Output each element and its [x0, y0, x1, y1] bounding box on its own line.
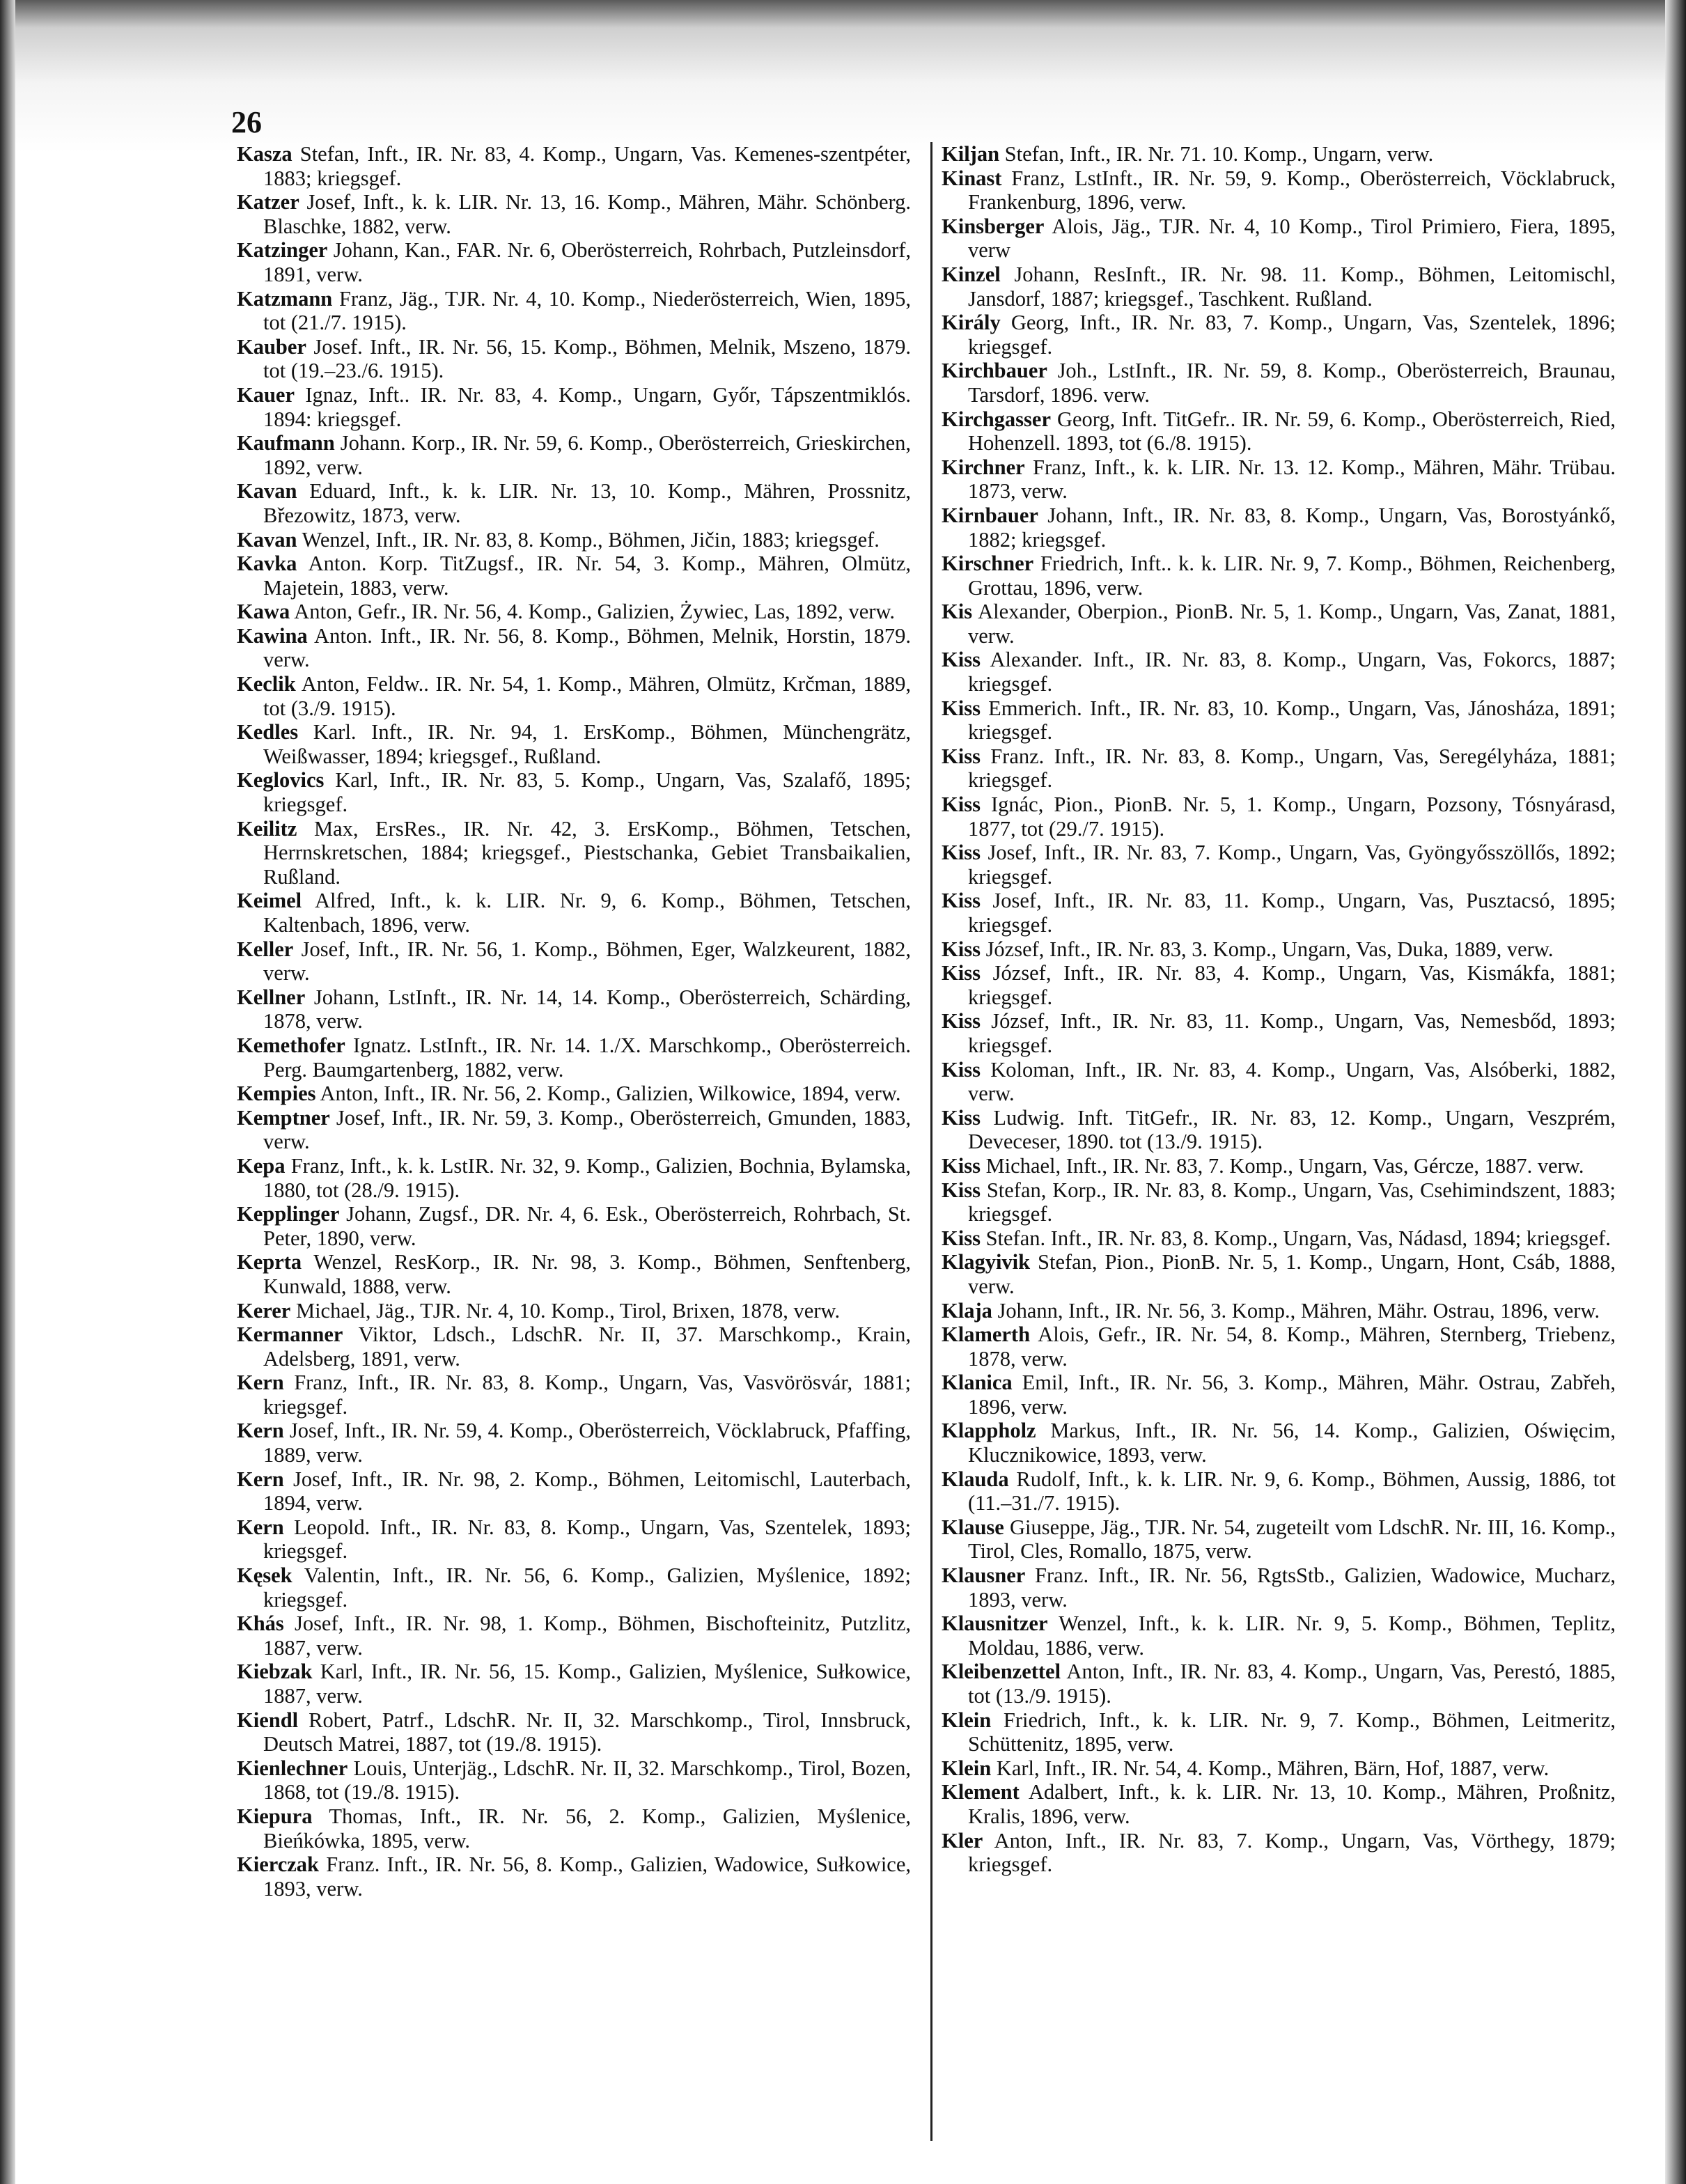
entry-surname: Kavan — [237, 479, 297, 504]
register-entry — [237, 1660, 911, 1708]
entry-details: Stefan, Inft., IR. Nr. 83, 4. Komp., Ungarn, Vas. Kemenes-szentpéter, 1883; kriegsgef. — [263, 142, 911, 190]
entry-details: Johann, Inft., IR. Nr. 83, 8. Komp., Ungarn, Vas, Borostyánkő, 1882; kriegsgef. — [968, 503, 1616, 552]
entry-details: Friedrich, Inft., k. k. LIR. Nr. 9, 7. Komp., Böhmen, Leitmeritz, Schüttenitz, 1895, verw. — [968, 1708, 1616, 1756]
entry-surname: Kiss — [942, 937, 981, 961]
register-entry — [237, 1515, 911, 1563]
entry-details: Karl, Inft., IR. Nr. 56, 15. Komp., Galizien, Myślenice, Sułkowice, 1887, verw. — [263, 1660, 911, 1708]
register-entry — [942, 142, 1616, 166]
register-entry — [237, 1034, 911, 1082]
entry-surname: Klamerth — [942, 1323, 1031, 1347]
entry-surname: Keglovics — [237, 768, 325, 793]
register-entry — [237, 985, 911, 1034]
entry-surname: Kiss — [942, 1009, 981, 1034]
entry-surname: Kiss — [942, 1153, 981, 1178]
entry-details: Stefan. Inft., IR. Nr. 83, 8. Komp., Ungarn, Vas, Nádasd, 1894; kriegsgef. — [980, 1226, 1611, 1250]
register-entry — [942, 1780, 1616, 1828]
entry-details: Adalbert, Inft., k. k. LIR. Nr. 13, 10. Komp., Mähren, Proßnitz, Kralis, 1896, verw. — [968, 1780, 1616, 1828]
entry-details: Max, ErsRes., IR. Nr. 42, 3. ErsKomp., Böhmen, Tetschen, Herrnskretschen, 1884; kriegsgef., Piestschanka, Gebiet Transbaikalien, Rußland. — [263, 816, 911, 889]
scan-edge-right — [1665, 0, 1686, 2184]
entry-surname: Kiss — [942, 889, 981, 913]
right-column — [942, 142, 1616, 1877]
entry-surname: Kawa — [237, 600, 290, 624]
register-entry — [942, 1058, 1616, 1106]
register-entry — [942, 166, 1616, 214]
register-entry — [942, 889, 1616, 937]
register-entry — [942, 1708, 1616, 1756]
register-entry — [942, 1178, 1616, 1226]
entry-details: Wenzel, Inft., IR. Nr. 83, 8. Komp., Böhmen, Jičin, 1883; kriegsgef. — [297, 527, 880, 552]
entry-surname: Kirnbauer — [942, 503, 1038, 527]
entry-surname: Kis — [942, 600, 973, 624]
register-entry — [237, 142, 911, 190]
register-entry — [942, 552, 1616, 600]
entry-surname: Kauber — [237, 334, 306, 359]
entry-details: Alfred, Inft., k. k. LIR. Nr. 9, 6. Komp., Böhmen, Tetschen, Kaltenbach, 1896, verw. — [263, 889, 911, 937]
register-entry — [237, 1563, 911, 1612]
entry-surname: Klement — [942, 1780, 1020, 1804]
register-entry — [237, 600, 911, 624]
entry-surname: Kirchgasser — [942, 407, 1051, 431]
entry-details: József, Inft., IR. Nr. 83, 4. Komp., Ungarn, Vas, Kismákfa, 1881; kriegsgef. — [968, 961, 1616, 1009]
entry-details: Koloman, Inft., IR. Nr. 83, 4. Komp., Ungarn, Vas, Alsóberki, 1882, verw. — [968, 1057, 1616, 1106]
entry-surname: Keclik — [237, 672, 296, 696]
entry-surname: Kavan — [237, 527, 297, 552]
entry-details: Franz. Inft., IR. Nr. 56, 8. Komp., Galizien, Wadowice, Sułkowice, 1893, verw. — [263, 1852, 911, 1901]
entry-surname: Kauer — [237, 382, 295, 407]
entry-details: Anton, Feldw.. IR. Nr. 54, 1. Komp., Mähren, Olmütz, Krčman, 1889, tot (3./9. 1915). — [263, 672, 911, 720]
register-entry — [942, 1829, 1616, 1877]
entry-details: Emmerich. Inft., IR. Nr. 83, 10. Komp., Ungarn, Vas, Jánosháza, 1891; kriegsgef. — [968, 696, 1616, 744]
register-entry — [237, 1082, 911, 1106]
entry-details: Josef, Inft., IR. Nr. 98, 2. Komp., Böhmen, Leitomischl, Lauterbach, 1894, verw. — [263, 1467, 911, 1515]
register-entry — [942, 696, 1616, 744]
entry-details: Louis, Unterjäg., LdschR. Nr. II, 32. Marschkomp., Tirol, Bozen, 1868, tot (19./8. 1915). — [263, 1756, 911, 1804]
register-entry — [237, 1371, 911, 1419]
register-entry — [942, 1419, 1616, 1467]
entry-surname: Kiepura — [237, 1804, 313, 1828]
register-entry — [237, 1299, 911, 1323]
register-entry — [237, 1708, 911, 1756]
register-entry — [237, 552, 911, 600]
entry-surname: Kavka — [237, 552, 297, 576]
entry-details: Johann. Korp., IR. Nr. 59, 6. Komp., Oberösterreich, Grieskirchen, 1892, verw. — [263, 431, 911, 479]
register-entry — [942, 1756, 1616, 1781]
register-entry — [237, 720, 911, 768]
entry-surname: Király — [942, 311, 1001, 335]
entry-surname: Kedles — [237, 720, 299, 744]
register-entry — [237, 1202, 911, 1250]
entry-surname: Kienlechner — [237, 1756, 348, 1780]
entry-surname: Kinzel — [942, 262, 1001, 286]
entry-details: Ignaz, Inft.. IR. Nr. 83, 4. Komp., Ungarn, Győr, Tápszentmiklós. 1894: kriegsgef. — [263, 382, 911, 431]
entry-surname: Katzmann — [237, 286, 333, 311]
register-entry — [942, 961, 1616, 1009]
entry-details: Anton. Korp. TitZugsf., IR. Nr. 54, 3. Komp., Mähren, Olmütz, Majetein, 1883, verw. — [263, 552, 911, 600]
entry-details: József, Inft., IR. Nr. 83, 11. Komp., Ungarn, Vas, Nemesbőd, 1893; kriegsgef. — [968, 1009, 1616, 1057]
entry-details: József, Inft., IR. Nr. 83, 3. Komp., Ungarn, Vas, Duka, 1889, verw. — [980, 937, 1554, 961]
entry-surname: Kirschner — [942, 552, 1034, 576]
entry-details: Alois, Jäg., TJR. Nr. 4, 10 Komp., Tirol Primiero, Fiera, 1895, verw — [968, 214, 1616, 263]
entry-surname: Kellner — [237, 985, 306, 1009]
register-entry — [237, 1804, 911, 1852]
entry-details: Friedrich, Inft.. k. k. LIR. Nr. 9, 7. Komp., Böhmen, Reichenberg, Grottau, 1896, verw. — [968, 552, 1616, 600]
entry-surname: Kiljan — [942, 142, 1000, 166]
entry-details: Alexander, Oberpion., PionB. Nr. 5, 1. Komp., Ungarn, Vas, Zanat, 1881, verw. — [968, 600, 1616, 648]
entry-details: Franz, Inft., k. k. LIR. Nr. 13. 12. Komp., Mähren, Mähr. Trübau. 1873, verw. — [968, 455, 1616, 504]
register-entry — [237, 624, 911, 672]
register-entry — [237, 190, 911, 238]
entry-details: Valentin, Inft., IR. Nr. 56, 6. Komp., Galizien, Myślenice, 1892; kriegsgef. — [263, 1563, 911, 1612]
entry-details: Markus, Inft., IR. Nr. 56, 14. Komp., Galizien, Oświęcim, Klucznikowice, 1893, verw. — [968, 1419, 1616, 1467]
entry-details: Georg, Inft. TitGefr.. IR. Nr. 59, 6. Komp., Oberösterreich, Ried, Hohenzell. 1893, tot (6./8. 1915). — [968, 407, 1616, 455]
register-entry — [237, 1154, 911, 1202]
register-entry — [942, 600, 1616, 648]
entry-details: Josef, Inft., k. k. LIR. Nr. 13, 16. Komp., Mähren, Mähr. Schönberg. Blaschke, 1882, verw. — [263, 190, 911, 238]
entry-details: Franz, Jäg., TJR. Nr. 4, 10. Komp., Niederösterreich, Wien, 1895, tot (21./7. 1915). — [263, 286, 911, 335]
entry-details: Johann, Kan., FAR. Nr. 6, Oberösterreich, Rohrbach, Putzleinsdorf, 1891, verw. — [263, 238, 911, 286]
entry-details: Anton, Inft., IR. Nr. 56, 2. Komp., Galizien, Wilkowice, 1894, verw. — [315, 1082, 901, 1106]
register-entry — [942, 1371, 1616, 1419]
entry-surname: Kinsberger — [942, 214, 1045, 238]
entry-details: Josef, Inft., IR. Nr. 98, 1. Komp., Böhmen, Bischofteinitz, Putzlitz, 1887, verw. — [263, 1612, 911, 1660]
register-entry — [237, 1756, 911, 1804]
register-entry — [237, 672, 911, 720]
entry-details: Thomas, Inft., IR. Nr. 56, 2. Komp., Galizien, Myślenice, Bieńkówka, 1895, verw. — [263, 1804, 911, 1852]
register-entry — [237, 1467, 911, 1515]
entry-details: Georg, Inft., IR. Nr. 83, 7. Komp., Ungarn, Vas, Szentelek, 1896; kriegsgef. — [968, 311, 1616, 359]
register-entry — [942, 1660, 1616, 1708]
register-entry — [237, 383, 911, 431]
entry-surname: Klagyivik — [942, 1250, 1031, 1274]
entry-details: Eduard, Inft., k. k. LIR. Nr. 13, 10. Komp., Mähren, Prossnitz, Březowitz, 1873, verw. — [263, 479, 911, 527]
entry-surname: Klein — [942, 1756, 992, 1780]
entry-details: Anton, Gefr., IR. Nr. 56, 4. Komp., Galizien, Żywiec, Las, 1892, verw. — [290, 600, 896, 624]
entry-surname: Kiss — [942, 1226, 981, 1250]
entry-surname: Kern — [237, 1467, 284, 1491]
entry-details: Karl, Inft., IR. Nr. 54, 4. Komp., Mähren, Bärn, Hof, 1887, verw. — [991, 1756, 1550, 1780]
entry-surname: Kern — [237, 1515, 284, 1539]
register-entry — [942, 504, 1616, 552]
entry-details: Viktor, Ldsch., LdschR. Nr. II, 37. Marschkomp., Krain, Adelsberg, 1891, verw. — [263, 1323, 911, 1371]
entry-details: Wenzel, ResKorp., IR. Nr. 98, 3. Komp., Böhmen, Senftenberg, Kunwald, 1888, verw. — [263, 1250, 911, 1298]
register-entry — [942, 263, 1616, 311]
entry-details: Stefan, Pion., PionB. Nr. 5, 1. Komp., Ungarn, Hont, Csáb, 1888, verw. — [968, 1250, 1616, 1298]
entry-details: Michael, Inft., IR. Nr. 83, 7. Komp., Ungarn, Vas, Gércze, 1887. verw. — [980, 1153, 1584, 1178]
entry-details: Franz. Inft., IR. Nr. 56, RgtsStb., Galizien, Wadowice, Mucharz, 1893, verw. — [968, 1563, 1616, 1612]
entry-surname: Katzer — [237, 190, 299, 214]
entry-details: Ignác, Pion., PionB. Nr. 5, 1. Komp., Ungarn, Pozsony, Tósnyárasd, 1877, tot (29./7. 1915). — [968, 793, 1616, 841]
entry-surname: Klauda — [942, 1467, 1009, 1491]
entry-surname: Keller — [237, 937, 294, 961]
entry-surname: Kiss — [942, 648, 981, 672]
register-entry — [942, 793, 1616, 841]
register-entry — [237, 431, 911, 479]
register-entry — [237, 1612, 911, 1660]
register-entry — [942, 1009, 1616, 1057]
register-entry — [237, 937, 911, 985]
entry-surname: Keimel — [237, 889, 302, 913]
register-entry — [942, 1467, 1616, 1515]
entry-surname: Kiebzak — [237, 1660, 313, 1684]
entry-details: Wenzel, Inft., k. k. LIR. Nr. 9, 5. Komp., Böhmen, Teplitz, Moldau, 1886, verw. — [968, 1612, 1616, 1660]
entry-surname: Kler — [942, 1828, 983, 1852]
entry-surname: Kiss — [942, 841, 981, 865]
entry-details: Josef. Inft., IR. Nr. 56, 15. Komp., Böhmen, Melnik, Mszeno, 1879. tot (19.–23./6. 1915). — [263, 334, 911, 383]
entry-surname: Kaufmann — [237, 431, 335, 455]
register-entry — [237, 1852, 911, 1901]
entry-surname: Kepa — [237, 1153, 286, 1178]
entry-details: Stefan, Korp., IR. Nr. 83, 8. Komp., Ungarn, Vas, Csehimindszent, 1883; kriegsgef. — [968, 1178, 1616, 1226]
register-entry — [942, 1106, 1616, 1154]
register-entry — [942, 214, 1616, 263]
register-entry — [237, 1419, 911, 1467]
entry-surname: Klaja — [942, 1298, 992, 1323]
entry-details: Karl, Inft., IR. Nr. 83, 5. Komp., Ungarn, Vas, Szalafő, 1895; kriegsgef. — [263, 768, 911, 817]
register-entry — [942, 407, 1616, 455]
register-entry — [942, 1612, 1616, 1660]
entry-surname: Kiss — [942, 744, 981, 768]
entry-surname: Kasza — [237, 142, 292, 166]
entry-details: Rudolf, Inft., k. k. LIR. Nr. 9, 6. Komp., Böhmen, Aussig, 1886, tot (11.–31./7. 1915). — [968, 1467, 1616, 1515]
entry-surname: Kempies — [237, 1082, 316, 1106]
entry-surname: Kinast — [942, 166, 1002, 190]
register-entry — [942, 1299, 1616, 1323]
entry-surname: Kiss — [942, 696, 981, 720]
entry-surname: Kemethofer — [237, 1033, 345, 1057]
register-entry — [237, 287, 911, 335]
entry-details: Alois, Gefr., IR. Nr. 54, 8. Komp., Mähren, Sternberg, Triebenz, 1878, verw. — [968, 1323, 1616, 1371]
entry-surname: Kern — [237, 1419, 284, 1443]
entry-surname: Klanica — [942, 1371, 1013, 1395]
entry-details: Johann, LstInft., IR. Nr. 14, 14. Komp., Oberösterreich, Schärding, 1878, verw. — [263, 985, 911, 1034]
entry-surname: Klausnitzer — [942, 1612, 1048, 1636]
register-entry — [942, 841, 1616, 889]
register-entry — [942, 1563, 1616, 1612]
register-entry — [237, 335, 911, 383]
register-entry — [237, 1250, 911, 1298]
entry-details: Robert, Patrf., LdschR. Nr. II, 32. Marschkomp., Tirol, Innsbruck, Deutsch Matrei, 1887, tot (19./8. 1915). — [263, 1708, 911, 1756]
column-divider — [930, 142, 932, 2141]
register-entry — [942, 455, 1616, 504]
register-entry — [942, 744, 1616, 793]
register-entry — [942, 1515, 1616, 1563]
register-entry — [237, 479, 911, 527]
entry-details: Anton. Inft., IR. Nr. 56, 8. Komp., Böhmen, Melnik, Horstin, 1879. verw. — [263, 623, 911, 672]
entry-surname: Klein — [942, 1708, 992, 1732]
entry-details: Ignatz. LstInft., IR. Nr. 14. 1./X. Marschkomp., Oberösterreich. Perg. Baumgartenberg, 1882, verw. — [263, 1033, 911, 1082]
entry-surname: Keilitz — [237, 816, 297, 841]
entry-surname: Kiss — [942, 1057, 981, 1082]
entry-surname: Kierczak — [237, 1852, 320, 1877]
entry-surname: Kiss — [942, 793, 981, 817]
entry-details: Josef, Inft., IR. Nr. 83, 7. Komp., Ungarn, Vas, Gyöngyősszöllős, 1892; kriegsgef. — [968, 841, 1616, 889]
register-entry — [942, 359, 1616, 407]
entry-surname: Katzinger — [237, 238, 328, 263]
entry-surname: Klausner — [942, 1563, 1026, 1588]
entry-surname: Keprta — [237, 1250, 302, 1274]
entry-details: Leopold. Inft., IR. Nr. 83, 8. Komp., Ungarn, Vas, Szentelek, 1893; kriegsgef. — [263, 1515, 911, 1563]
entry-surname: Klappholz — [942, 1419, 1036, 1443]
entry-surname: Kern — [237, 1371, 284, 1395]
entry-surname: Kirchbauer — [942, 359, 1047, 383]
entry-surname: Kemptner — [237, 1105, 330, 1130]
register-entry — [237, 768, 911, 816]
entry-details: Josef, Inft., IR. Nr. 56, 1. Komp., Böhmen, Eger, Walzkeurent, 1882, verw. — [263, 937, 911, 985]
entry-details: Giuseppe, Jäg., TJR. Nr. 54, zugeteilt vom LdschR. Nr. III, 16. Komp., Tirol, Cles, Romallo, 1875, verw. — [968, 1515, 1616, 1563]
entry-surname: Khás — [237, 1612, 284, 1636]
entry-surname: Kęsek — [237, 1563, 292, 1588]
entry-surname: Kermanner — [237, 1323, 343, 1347]
entry-details: Josef, Inft., IR. Nr. 59, 3. Komp., Oberösterreich, Gmunden, 1883, verw. — [263, 1105, 911, 1154]
entry-details: Anton, Inft., IR. Nr. 83, 4. Komp., Ungarn, Vas, Perestó, 1885, tot (13./9. 1915). — [968, 1660, 1616, 1708]
entry-details: Stefan, Inft., IR. Nr. 71. 10. Komp., Ungarn, verw. — [999, 142, 1434, 166]
entry-details: Franz, LstInft., IR. Nr. 59, 9. Komp., Oberösterreich, Vöcklabruck, Frankenburg, 1896, verw. — [968, 166, 1616, 214]
entry-details: Emil, Inft., IR. Nr. 56, 3. Komp., Mähren, Mähr. Ostrau, Zabřeh, 1896, verw. — [968, 1371, 1616, 1419]
entry-surname: Kirchner — [942, 455, 1025, 479]
entry-details: Franz. Inft., IR. Nr. 83, 8. Komp., Ungarn, Vas, Seregélyháza, 1881; kriegsgef. — [968, 744, 1616, 793]
register-entry — [942, 1226, 1616, 1251]
entry-details: Johann, ResInft., IR. Nr. 98. 11. Komp., Böhmen, Leitomischl, Jansdorf, 1887; kriegsgef., Taschkent. Rußland. — [968, 262, 1616, 311]
entry-details: Franz, Inft., IR. Nr. 83, 8. Komp., Ungarn, Vas, Vasvörösvár, 1881; kriegsgef. — [263, 1371, 911, 1419]
entry-surname: Kiss — [942, 1178, 981, 1202]
register-entry — [237, 1106, 911, 1154]
entry-details: Michael, Jäg., TJR. Nr. 4, 10. Komp., Tirol, Brixen, 1878, verw. — [290, 1298, 841, 1323]
entry-details: Josef, Inft., IR. Nr. 83, 11. Komp., Ungarn, Vas, Pusztacsó, 1895; kriegsgef. — [968, 889, 1616, 937]
entry-details: Alexander. Inft., IR. Nr. 83, 8. Komp., Ungarn, Vas, Fokorcs, 1887; kriegsgef. — [968, 648, 1616, 696]
left-column — [237, 142, 911, 1901]
register-entry — [942, 1250, 1616, 1298]
entry-surname: Kiss — [942, 961, 981, 985]
entry-details: Johann, Inft., IR. Nr. 56, 3. Komp., Mähren, Mähr. Ostrau, 1896, verw. — [992, 1298, 1600, 1323]
entry-details: Johann, Zugsf., DR. Nr. 4, 6. Esk., Oberösterreich, Rohrbach, St. Peter, 1890, verw. — [263, 1202, 911, 1250]
entry-surname: Kleibenzettel — [942, 1660, 1061, 1684]
register-entry — [237, 1323, 911, 1371]
entry-surname: Kiss — [942, 1105, 981, 1130]
register-entry — [237, 889, 911, 937]
page-number: 26 — [231, 105, 262, 139]
register-entry — [942, 311, 1616, 359]
register-entry — [942, 1154, 1616, 1178]
register-entry — [237, 817, 911, 889]
entry-details: Ludwig. Inft. TitGefr., IR. Nr. 83, 12. Komp., Ungarn, Veszprém, Deveceser, 1890. tot (13./9. 1915). — [968, 1105, 1616, 1154]
entry-surname: Kiendl — [237, 1708, 299, 1732]
register-entry — [942, 937, 1616, 962]
scan-edge-left — [0, 0, 15, 2184]
entry-surname: Kawina — [237, 623, 308, 648]
register-entry — [942, 1323, 1616, 1371]
entry-details: Anton, Inft., IR. Nr. 83, 7. Komp., Ungarn, Vas, Vörthegy, 1879; kriegsgef. — [968, 1828, 1616, 1877]
entry-details: Joh., LstInft., IR. Nr. 59, 8. Komp., Oberösterreich, Braunau, Tarsdorf, 1896. verw. — [968, 359, 1616, 407]
register-entry — [237, 528, 911, 552]
entry-surname: Kerer — [237, 1298, 291, 1323]
entry-details: Karl. Inft., IR. Nr. 94, 1. ErsKomp., Böhmen, Münchengrätz, Weißwasser, 1894; kriegsgef., Rußland. — [263, 720, 911, 768]
entry-details: Josef, Inft., IR. Nr. 59, 4. Komp., Oberösterreich, Vöcklabruck, Pfaffing, 1889, verw. — [263, 1419, 911, 1467]
register-entry — [942, 648, 1616, 696]
entry-surname: Kepplinger — [237, 1202, 340, 1226]
register-entry — [237, 238, 911, 286]
entry-surname: Klause — [942, 1515, 1004, 1539]
entry-details: Franz, Inft., k. k. LstIR. Nr. 32, 9. Komp., Galizien, Bochnia, Bylamska, 1880, tot (28./9. 1915). — [263, 1153, 911, 1202]
